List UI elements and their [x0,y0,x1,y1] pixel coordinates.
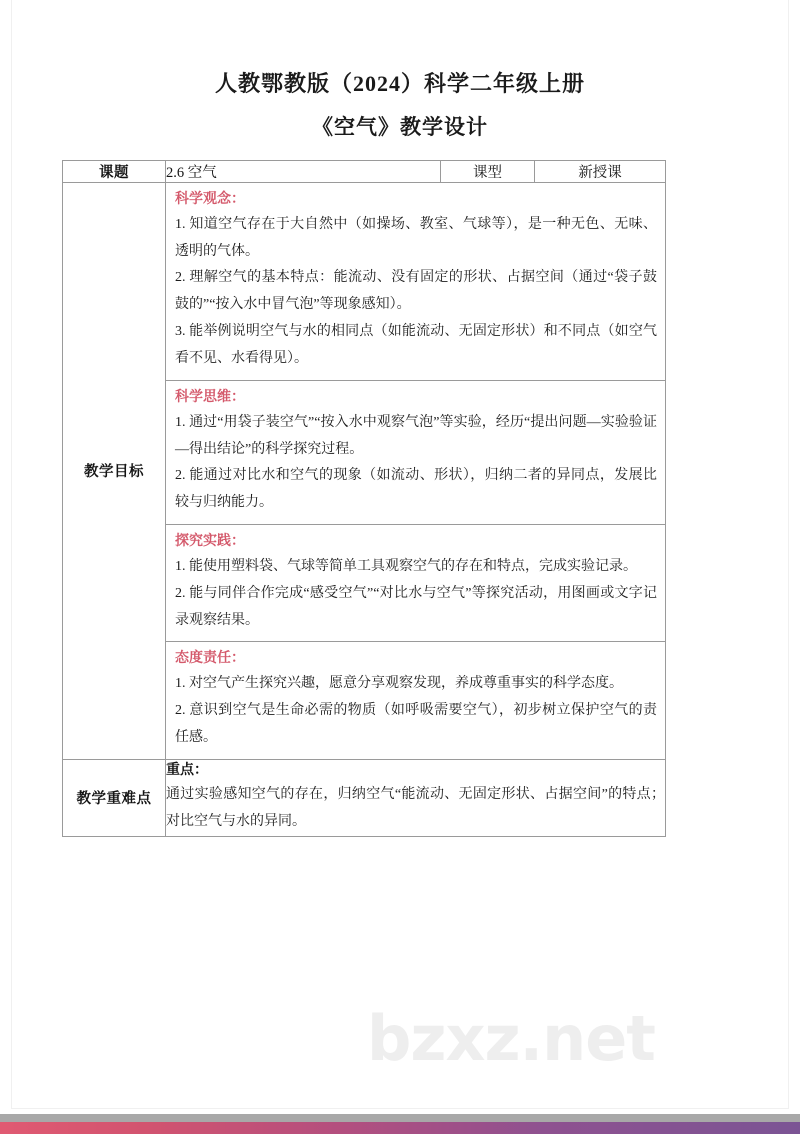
teaching-goals-content-cell [166,183,666,760]
document-title-block [12,72,788,138]
goal-section-attitude [166,642,665,758]
goal-item: 3. 能举例说明空气与水的相同点（如能流动、无固定形状）和不同点（如空气看不见、水看得见）。 [175,324,657,367]
key-points-content-cell [166,759,666,836]
goal-section-thinking [166,381,665,525]
lesson-type-label-cell: 课型 [441,161,535,183]
goal-item: 1. 知道空气存在于大自然中（如操场、教室、气球等），是一种无色、无味、透明的气体。 [175,216,657,259]
table-row-header [63,161,666,183]
lesson-plan-table [62,160,666,837]
key-points-heading: 重点： [166,762,208,778]
key-points-label-cell: 教学重难点 [63,759,166,836]
goal-item: 2. 能通过对比水和空气的现象（如流动、形状），归纳二者的异同点，发展比较与归纳能力。 [175,468,657,511]
page-scrollbar-track[interactable] [0,1114,800,1122]
page-subtitle: 《空气》教学设计 [312,115,488,140]
goal-item: 2. 意识到空气是生命必需的物质（如呼吸需要空气），初步树立保护空气的责任感。 [175,703,657,745]
section-heading: 探究实践： [175,534,245,550]
lesson-type-value-cell: 新授课 [535,161,666,183]
goal-section-practice [166,525,665,642]
table-row-key-points [63,759,666,836]
page-title: 人教鄂教版（2024）科学二年级上册 [214,71,585,96]
next-page-edge-strip [0,1122,800,1134]
topic-value-cell: 2.6 空气 [166,161,441,183]
goal-item: 2. 理解空气的基本特点：能流动、没有固定的形状、占据空间（通过“袋子鼓鼓的”“按入水中冒气泡”等现象感知）。 [175,270,657,313]
site-watermark: bzxz.net [367,1002,655,1075]
section-heading: 科学观念： [175,192,245,207]
goal-section-concept [166,183,665,381]
key-points-body: 通过实验感知空气的存在，归纳空气“能流动、无固定形状、占据空间”的特点；对比空气与水的异同。 [166,787,665,830]
goal-item: 1. 对空气产生探究兴趣，愿意分享观察发现，养成尊重事实的科学态度。 [175,676,623,692]
goal-item: 1. 能使用塑料袋、气球等简单工具观察空气的存在和特点，完成实验记录。 [175,558,637,574]
section-heading: 态度责任： [175,651,245,667]
section-heading: 科学思维： [175,389,245,405]
teaching-goals-label-cell: 教学目标 [63,183,166,760]
topic-label-cell: 课题 [63,161,166,183]
document-page [12,0,788,1108]
goal-item: 1. 通过“用袋子装空气”“按入水中观察气泡”等实验，经历“提出问题—实验验证—得出结论”的科学探究过程。 [175,414,657,457]
table-row-goals [63,183,666,760]
goal-item: 2. 能与同伴合作完成“感受空气”“对比水与空气”等探究活动，用图画或文字记录观察结果。 [175,585,657,628]
